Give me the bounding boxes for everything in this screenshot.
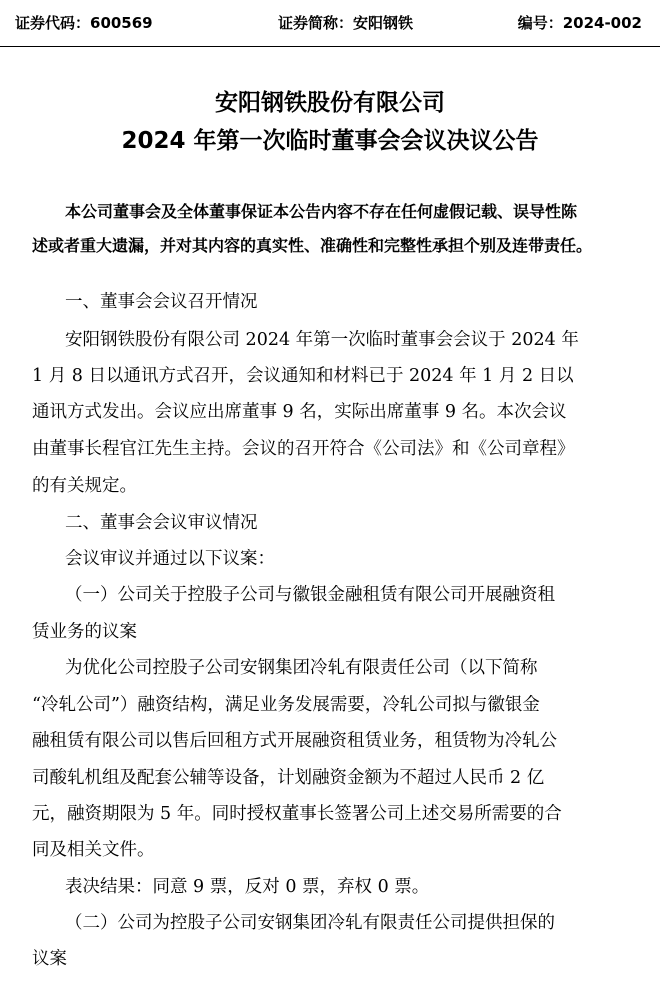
- paragraph-line: 司酸轧机组及配套公辅等设备，计划融资金额为不超过人民币 2 亿: [32, 768, 545, 788]
- announcement-title: 2024 年第一次临时董事会会议决议公告: [121, 128, 539, 154]
- stock-code: 证券代码：600569: [15, 14, 153, 32]
- item-heading: （二）公司为控股子公司安钢集团冷轧有限责任公司提供担保的: [65, 913, 555, 933]
- paragraph-line: 会议审议并通过以下议案：: [65, 549, 275, 569]
- paragraph-line: 元，融资期限为 5 年。同时授权董事长签署公司上述交易所需要的合: [32, 804, 562, 824]
- paragraph-line: 1 月 8 日以通讯方式召开，会议通知和材料已于 2024 年 1 月 2 日以: [32, 366, 574, 386]
- section-heading: 二、董事会会议审议情况: [65, 513, 258, 533]
- paragraph-line: 融租赁有限公司以售后回租方式开展融资租赁业务，租赁物为冷轧公: [32, 731, 557, 751]
- paragraph-line: “冷轧公司”）融资结构，满足业务发展需要，冷轧公司拟与徽银金: [32, 695, 540, 715]
- paragraph-line: 的有关规定。: [32, 476, 137, 496]
- company-title: 安阳钢铁股份有限公司: [215, 90, 445, 116]
- paragraph-line: 通讯方式发出。会议应出席董事 9 名，实际出席董事 9 名。本次会议: [32, 402, 567, 422]
- paragraph-line: 安阳钢铁股份有限公司 2024 年第一次临时董事会会议于 2024 年: [65, 330, 579, 350]
- item-heading: （一）公司关于控股子公司与徽银金融租赁有限公司开展融资租: [65, 585, 555, 605]
- paragraph-line: 同及相关文件。: [32, 840, 155, 860]
- stock-short-name: 证券简称：安阳钢铁: [278, 14, 414, 32]
- section-heading: 一、董事会会议召开情况: [65, 292, 258, 312]
- paragraph-line: 为优化公司控股子公司安钢集团冷轧有限责任公司（以下简称: [65, 658, 538, 678]
- item-heading: 赁业务的议案: [32, 622, 137, 642]
- serial-number: 编号：2024-002: [517, 14, 642, 32]
- notice-line: 本公司董事会及全体董事保证本公告内容不存在任何虚假记载、误导性陈: [65, 202, 578, 221]
- paragraph-line: 由董事长程官江先生主持。会议的召开符合《公司法》和《公司章程》: [32, 439, 575, 459]
- document-header: [0, 0, 660, 47]
- vote-result: 表决结果：同意 9 票，反对 0 票，弃权 0 票。: [65, 877, 430, 897]
- notice-line: 述或者重大遗漏，并对其内容的真实性、准确性和完整性承担个别及连带责任。: [32, 236, 593, 255]
- item-heading: 议案: [32, 949, 67, 969]
